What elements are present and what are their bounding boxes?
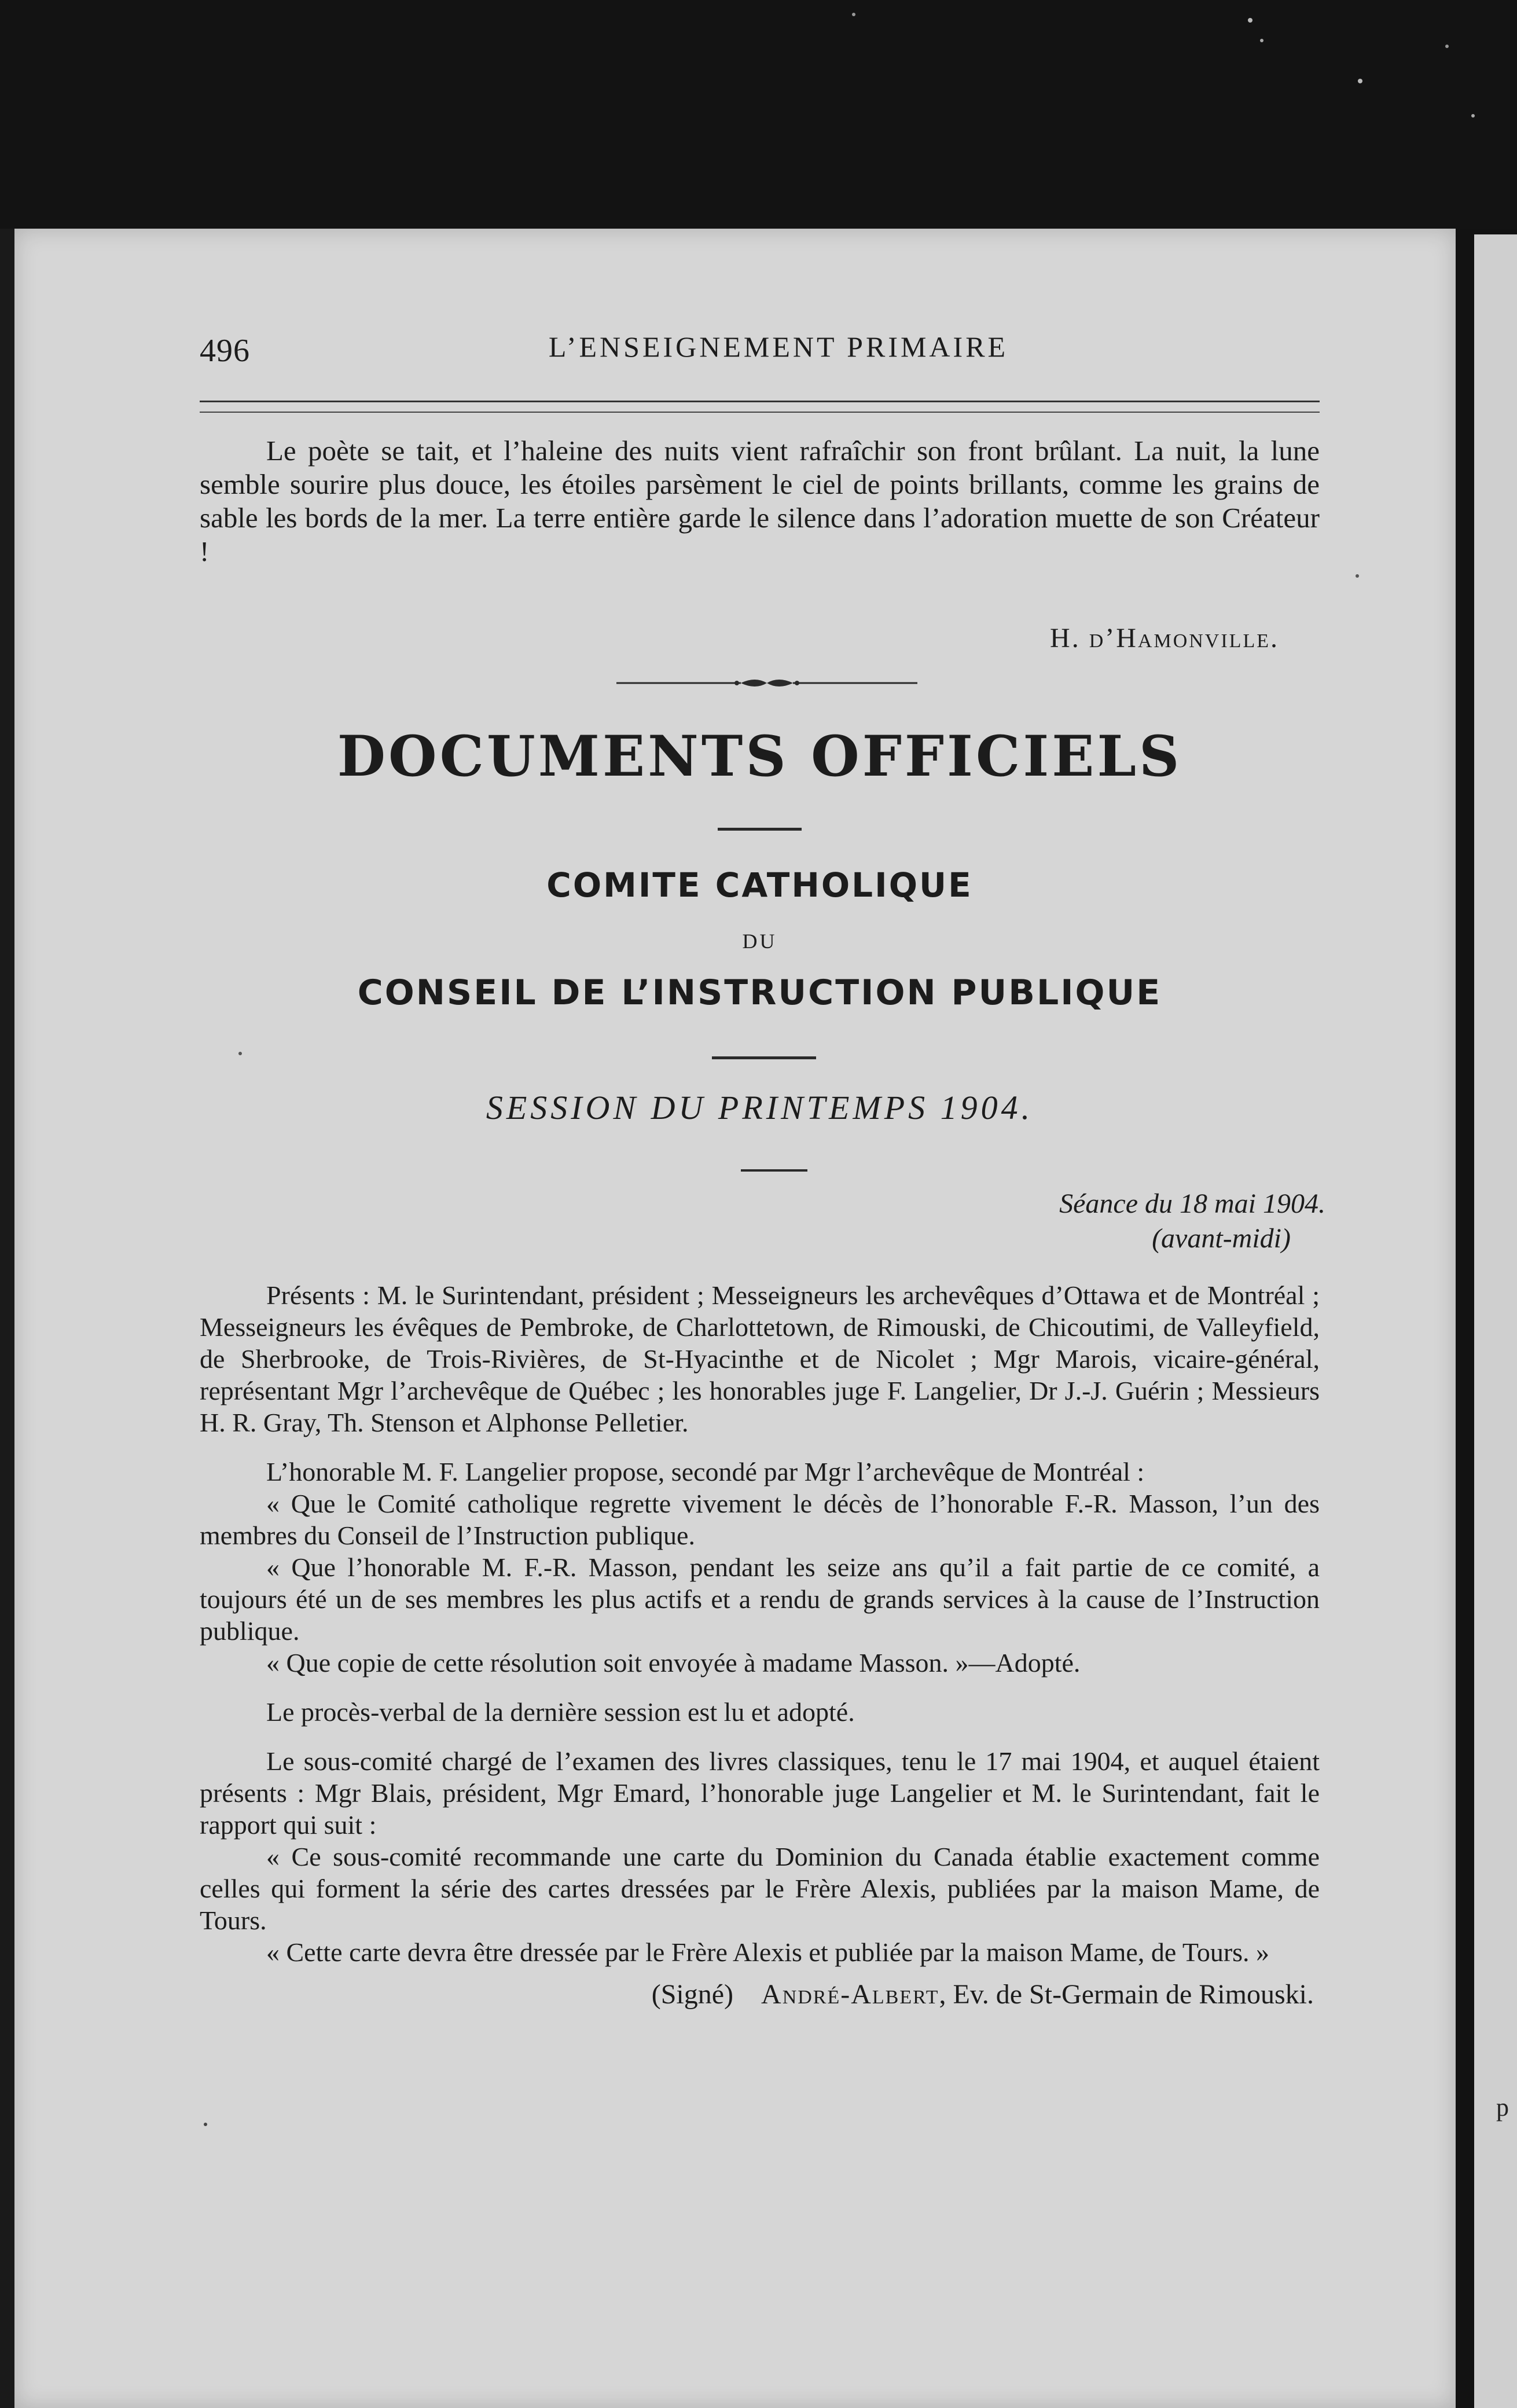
header-double-rule bbox=[200, 401, 1320, 413]
seance-time: (avant-midi) bbox=[1152, 1223, 1291, 1254]
committee-title: COMITE CATHOLIQUE bbox=[546, 865, 973, 905]
proces-verbal-paragraph: Le procès-verbal de la dernière session est lu et adopté. bbox=[266, 1697, 855, 1727]
resolution-quote: « Que l’honorable M. F.-R. Masson, pendant les seize ans qu’il a fait partie de ce comité, a toujours été un de ses membres les plus actifs et a rendu de grands services à la cause de l’Instruction publique. bbox=[200, 1552, 1320, 1646]
signer-name: André-Albert bbox=[761, 1979, 939, 2010]
facing-page-letter: p bbox=[1496, 2093, 1509, 2121]
report-quote: « Cette carte devra être dressée par le Frère Alexis et publiée par la maison Mame, de Tours. » bbox=[266, 1937, 1270, 1967]
council-title: CONSEIL DE L’INSTRUCTION PUBLIQUE bbox=[357, 972, 1162, 1013]
report-quote: « Ce sous-comité recommande une carte du Dominion du Canada établie exactement comme celles qui forment la série des cartes dressées par le Frère Alexis, publiées par la maison Mame, de Tours. bbox=[200, 1842, 1320, 1935]
running-title: L’ENSEIGNEMENT PRIMAIRE bbox=[548, 331, 1009, 363]
seance-date bbox=[1059, 1187, 1325, 1256]
council-rule bbox=[712, 1056, 816, 1059]
session-rule bbox=[741, 1169, 807, 1172]
running-header bbox=[200, 313, 1325, 369]
poem-excerpt bbox=[200, 434, 1320, 568]
poem-author: H. d’Hamonville. bbox=[1050, 623, 1279, 654]
sub-committee-paragraph: Le sous-comité chargé de l’examen des livres classiques, tenu le 17 mai 1904, et auquel étaient présents : Mgr Blais, président, Mgr Emard, l’honorable juge Langelier et M. le Surintendant, fait le rapport qui suit : bbox=[200, 1746, 1320, 1840]
page-number: 496 bbox=[200, 333, 250, 369]
meeting-minutes bbox=[200, 1279, 1320, 2010]
ornament-divider bbox=[616, 671, 917, 695]
committee-connector: DU bbox=[742, 930, 777, 953]
proposal-paragraph: L’honorable M. F. Langelier propose, secondé par Mgr l’archevêque de Montréal : bbox=[266, 1457, 1145, 1486]
signer-title: , Ev. de St-Germain de Rimouski. bbox=[939, 1979, 1314, 2010]
signed-label: (Signé) bbox=[651, 1979, 734, 2010]
resolution-quote: « Que le Comité catholique regrette vivement le décès de l’honorable F.-R. Masson, l’un des membres du Conseil de l’Instruction publique. bbox=[200, 1489, 1320, 1550]
page-content bbox=[200, 313, 1325, 2223]
seance-line: Séance du 18 mai 1904. bbox=[1059, 1188, 1325, 1219]
scan-background-top bbox=[0, 0, 1517, 229]
signature-line bbox=[200, 1978, 1320, 2010]
attendees-paragraph: Présents : M. le Surintendant, président ; Messeigneurs les archevêques d’Ottawa et de Montréal ; Messeigneurs les évêques de Pembroke, de Charlottetown, de Rimouski, de Chicoutimi, de Valleyfield, de Sherbrooke, de Trois-Rivières, de St-Hyacinthe et de Nicolet ; Mgr Marois, vicaire-général, représentant Mgr l’archevêque de Québec ; les honorables juge F. Langelier, Dr J.-J. Guérin ; Messieurs H. R. Gray, Th. Stenson et Alphonse Pelletier. bbox=[200, 1280, 1320, 1437]
poem-paragraph: Le poète se tait, et l’haleine des nuits vient rafraîchir son front brûlant. La nuit, la lune semble sourire plus douce, les étoiles parsèment le ciel de points brillants, comme les grains de sable les bords de la mer. La terre entière garde le silence dans l’adoration muette de son Créateur ! bbox=[200, 435, 1320, 567]
facing-page-edge bbox=[1474, 234, 1517, 2408]
title-rule bbox=[718, 828, 802, 831]
session-heading: SESSION DU PRINTEMPS 1904. bbox=[486, 1089, 1034, 1126]
section-title: DOCUMENTS OFFICIELS bbox=[337, 724, 1182, 789]
resolution-quote: « Que copie de cette résolution soit envoyée à madame Masson. »—Adopté. bbox=[266, 1648, 1081, 1677]
